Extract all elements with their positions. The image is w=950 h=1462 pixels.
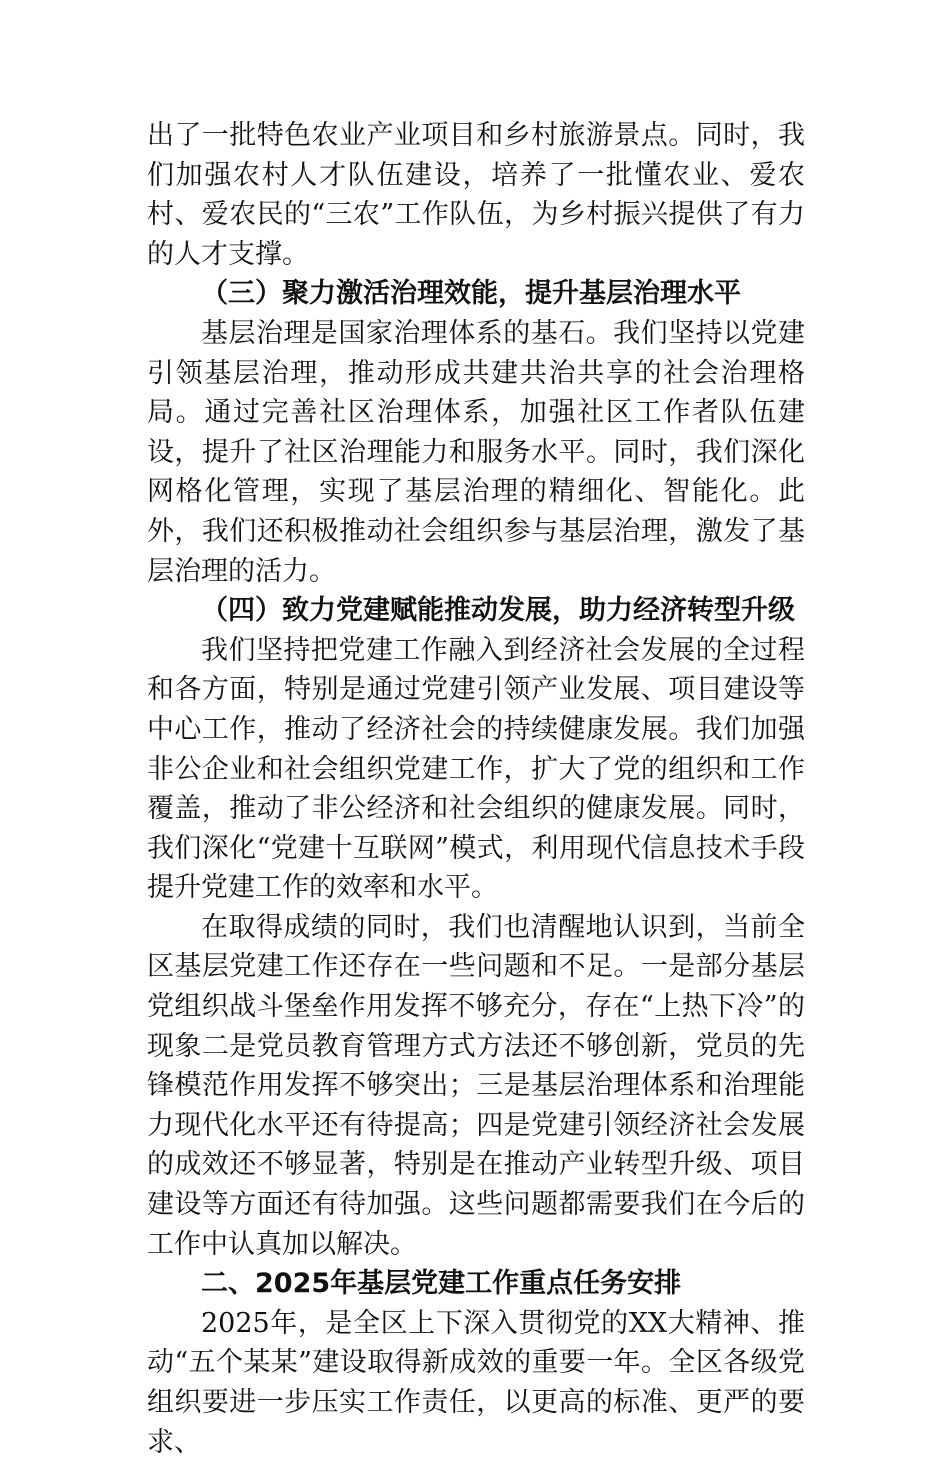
paragraph-development: 我们坚持把党建工作融入到经济社会发展的全过程和各方面，特别是通过党建引领产业发展、项目建设等中心工作，推动了经济社会的持续健康发展。我们加强非公企业和社会组织党建工作，扩大了党的组织和工作覆盖，推动了非公经济和社会组织的健康发展。同时，我们深化“党建十互联网”模式，利用现代信息技术手段提升党建工作的效率和水平。 bbox=[147, 634, 805, 904]
paragraph-2025-plan: 2025年，是全区上下深入贯彻党的XX大精神、推动“五个某某”建设取得新成效的重要一年。全区各级党组织要进一步压实工作责任，以更高的标准、更严的要求、 bbox=[147, 1307, 805, 1458]
section-heading-two: 二、2025年基层党建工作重点任务安排 bbox=[201, 1268, 682, 1300]
paragraph-governance: 基层治理是国家治理体系的基石。我们坚持以党建引领基层治理，推动形成共建共治共享的社会治理格局。通过完善社区治理体系，加强社区工作者队伍建设，提升了社区治理能力和服务水平。同时，我们深化网格化管理，实现了基层治理的精细化、智能化。此外，我们还积极推动社会组织参与基层治理，激发了基层治理的活力。 bbox=[147, 317, 805, 587]
paragraph-problems: 在取得成绩的同时，我们也清醒地认识到，当前全区基层党建工作还存在一些问题和不足。一是部分基层党组织战斗堡垒作用发挥不够充分，存在“上热下冷”的现象二是党员教育管理方式方法还不够创新，党员的先锋模范作用发挥不够突出；三是基层治理体系和治理能力现代化水平还有待提高；四是党建引领经济社会发展的成效还不够显著，特别是在推动产业转型升级、项目建设等方面还有待加强。这些问题都需要我们在今后的工作中认真加以解决。 bbox=[147, 911, 805, 1260]
subheading-three: （三）聚力激活治理效能，提升基层治理水平 bbox=[201, 278, 741, 310]
subheading-four: （四）致力党建赋能推动发展，助力经济转型升级 bbox=[201, 595, 795, 627]
document-page bbox=[147, 116, 805, 1462]
paragraph-continued: 出了一批特色农业产业项目和乡村旅游景点。同时，我们加强农村人才队伍建设，培养了一批懂农业、爱农村、爱农民的“三农”工作队伍，为乡村振兴提供了有力的人才支撑。 bbox=[147, 120, 805, 270]
